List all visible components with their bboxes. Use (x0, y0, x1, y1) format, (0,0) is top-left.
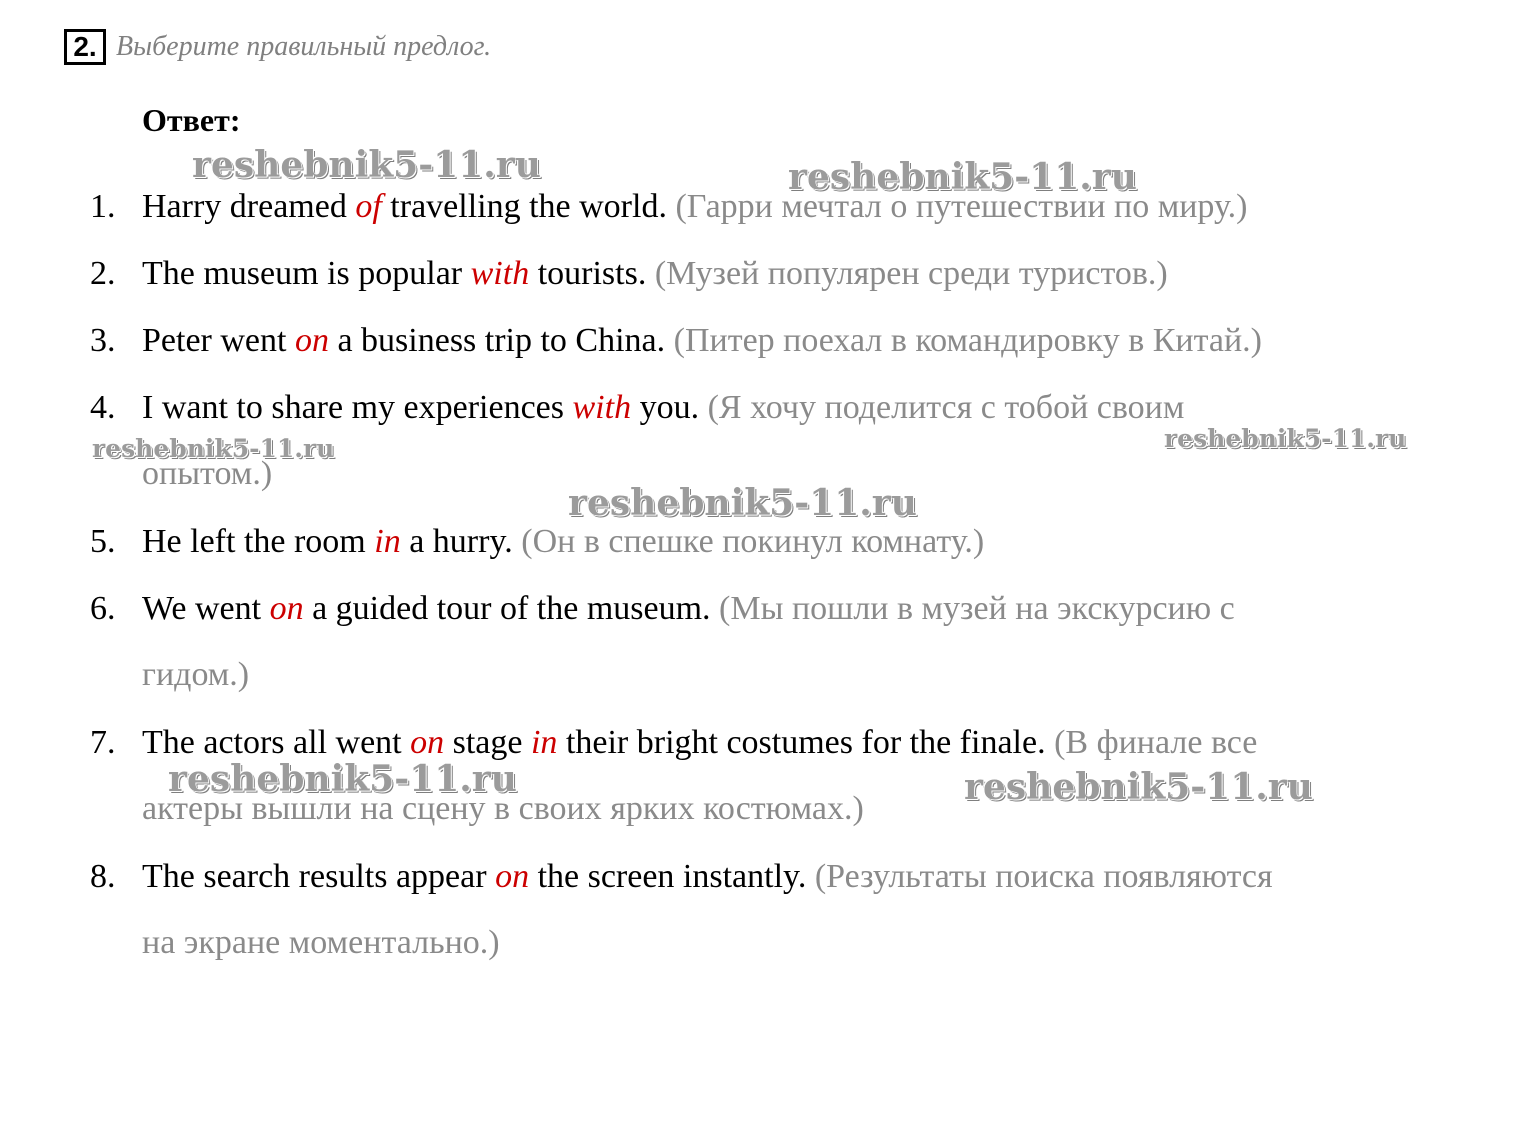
sentence-text: I want to share my experiences (142, 389, 573, 426)
task-header (64, 24, 491, 70)
watermark: reshebnik5-11.ru (964, 766, 1313, 808)
translation: (Результаты поиска появляются (806, 858, 1273, 895)
item-number: 4. (90, 389, 116, 426)
sentence-text: We went (142, 590, 270, 627)
watermark: reshebnik5-11.ru (568, 482, 917, 524)
answer-item-2 (90, 241, 1168, 307)
translation: (Мы пошли в музей на экскурсию с (710, 590, 1235, 627)
translation: (В финале все (1045, 724, 1258, 761)
preposition: in (530, 724, 558, 761)
sentence-text: a guided tour of the museum. (303, 590, 711, 627)
sentence-text: a hurry. (400, 523, 513, 560)
translation: (Гарри мечтал о путешествии по миру.) (666, 188, 1248, 225)
task-number: 2. (64, 29, 106, 65)
sentence-text: tourists. (529, 255, 647, 292)
watermark: reshebnik5-11.ru (92, 434, 335, 463)
sentence-text: He left the room (142, 523, 375, 560)
item-number: 1. (90, 188, 116, 225)
preposition: on (269, 590, 304, 627)
answer-item-8 (90, 844, 1273, 961)
watermark: reshebnik5-11.ru (192, 144, 541, 186)
sentence-text: their bright costumes for the finale. (557, 724, 1046, 761)
sentence-text: The search results appear (142, 858, 496, 895)
watermark: reshebnik5-11.ru (788, 156, 1137, 198)
preposition: of (355, 188, 382, 225)
preposition: on (495, 858, 530, 895)
sentence-text: Harry dreamed (142, 188, 356, 225)
preposition: on (410, 724, 445, 761)
sentence-text: The actors all went (142, 724, 411, 761)
preposition: with (470, 255, 530, 292)
answer-item-6 (90, 576, 1235, 693)
watermark: reshebnik5-11.ru (168, 758, 517, 800)
item-number: 6. (90, 590, 116, 627)
answer-label: Ответ: (142, 102, 241, 138)
watermark: reshebnik5-11.ru (1164, 424, 1407, 453)
sentence-text: a business trip to China. (328, 322, 666, 359)
sentence-text: the screen instantly. (529, 858, 807, 895)
preposition: on (294, 322, 329, 359)
item-number: 8. (90, 858, 116, 895)
item-number: 7. (90, 724, 116, 761)
translation-continuation: гидом.) (142, 656, 250, 693)
translation: (Я хочу поделится с тобой своим (699, 389, 1185, 426)
translation-continuation: опытом.) (142, 455, 273, 492)
sentence-text: you. (631, 389, 700, 426)
preposition: in (374, 523, 401, 560)
sentence-text: Peter went (142, 322, 295, 359)
task-instruction: Выберите правильный предлог. (116, 31, 492, 62)
sentence-text: stage (444, 724, 531, 761)
translation: (Музей популярен среди туристов.) (646, 255, 1168, 292)
item-number: 5. (90, 523, 116, 560)
translation-continuation: на экране моментально.) (142, 924, 500, 961)
translation-continuation: актеры вышли на сцену в своих ярких костюмах.) (142, 790, 864, 827)
sentence-text: travelling the world. (381, 188, 667, 225)
answer-item-3 (90, 308, 1262, 374)
item-number: 2. (90, 255, 116, 292)
sentence-text: The museum is popular (142, 255, 471, 292)
translation: (Он в спешке покинул комнату.) (512, 523, 985, 560)
item-number: 3. (90, 322, 116, 359)
translation: (Питер поехал в командировку в Китай.) (665, 322, 1262, 359)
preposition: with (572, 389, 632, 426)
